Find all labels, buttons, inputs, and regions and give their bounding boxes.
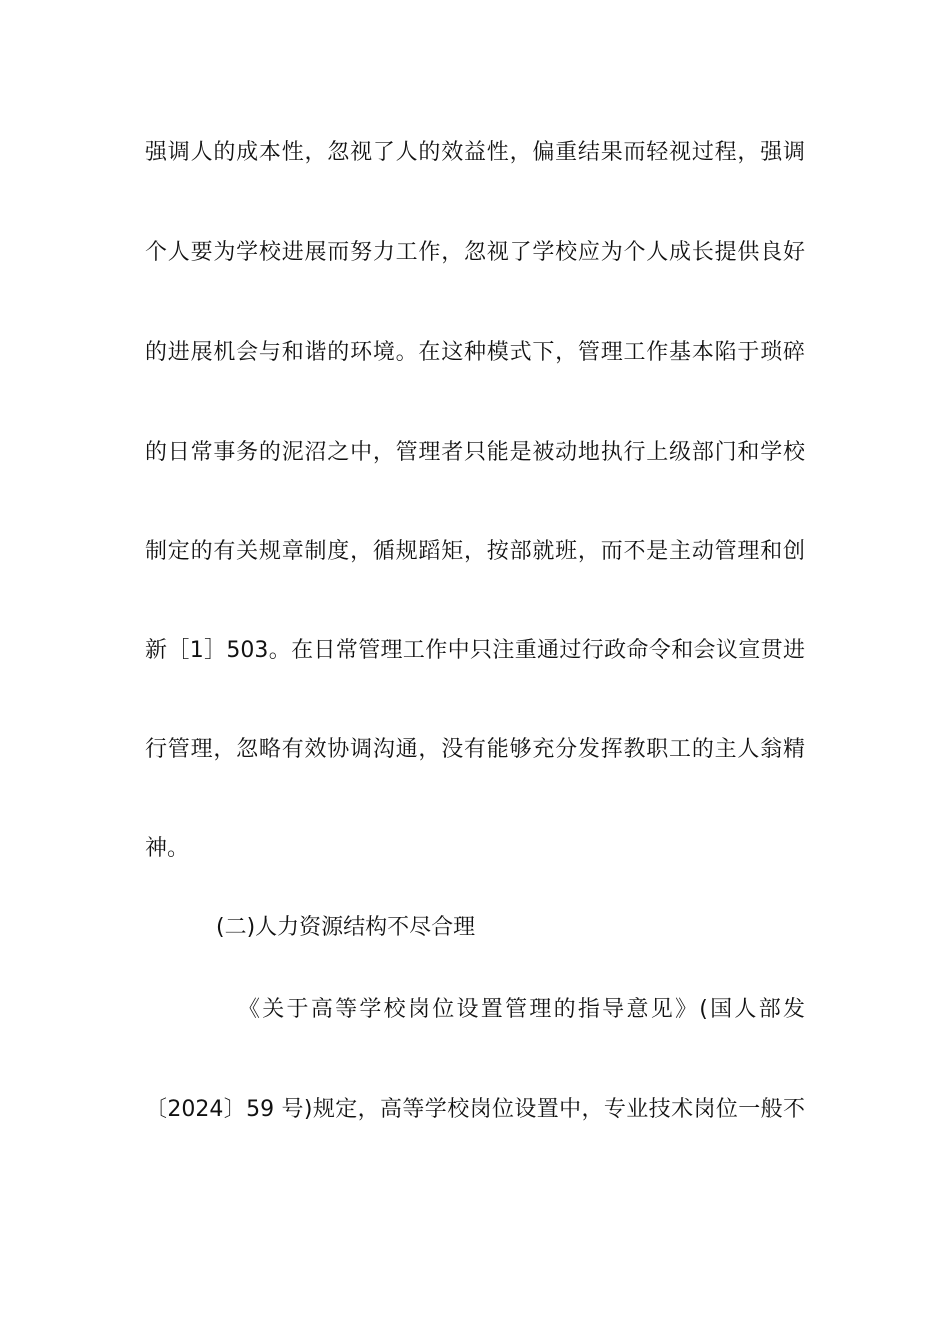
paragraph-1-line-6: 新［1］503。在日常管理工作中只注重通过行政命令和会议宣贯进: [145, 638, 805, 663]
paragraph-1-line-7: 行管理，忽略有效协调沟通，没有能够充分发挥教职工的主人翁精: [145, 737, 805, 762]
paragraph-1-line-2: 个人要为学校进展而努力工作，忽视了学校应为个人成长提供良好: [145, 240, 805, 265]
paragraph-1-line-5: 制定的有关规章制度，循规蹈矩，按部就班，而不是主动管理和创: [145, 539, 805, 564]
paragraph-1-line-1: 强调人的成本性，忽视了人的效益性，偏重结果而轻视过程，强调: [145, 140, 805, 165]
paragraph-2-line-1: 《关于高等学校岗位设置管理的指导意见》(国人部发: [238, 997, 805, 1022]
paragraph-2-line-2: 〔2024〕59 号)规定，高等学校岗位设置中，专业技术岗位一般不: [145, 1097, 805, 1122]
section-heading: (二)人力资源结构不尽合理: [216, 915, 476, 940]
paragraph-1-line-8: 神。: [145, 836, 190, 861]
paragraph-1-line-3: 的进展机会与和谐的环境。在这种模式下，管理工作基本陷于琐碎: [145, 340, 805, 365]
paragraph-1-line-4: 的日常事务的泥沼之中，管理者只能是被动地执行上级部门和学校: [145, 440, 805, 465]
